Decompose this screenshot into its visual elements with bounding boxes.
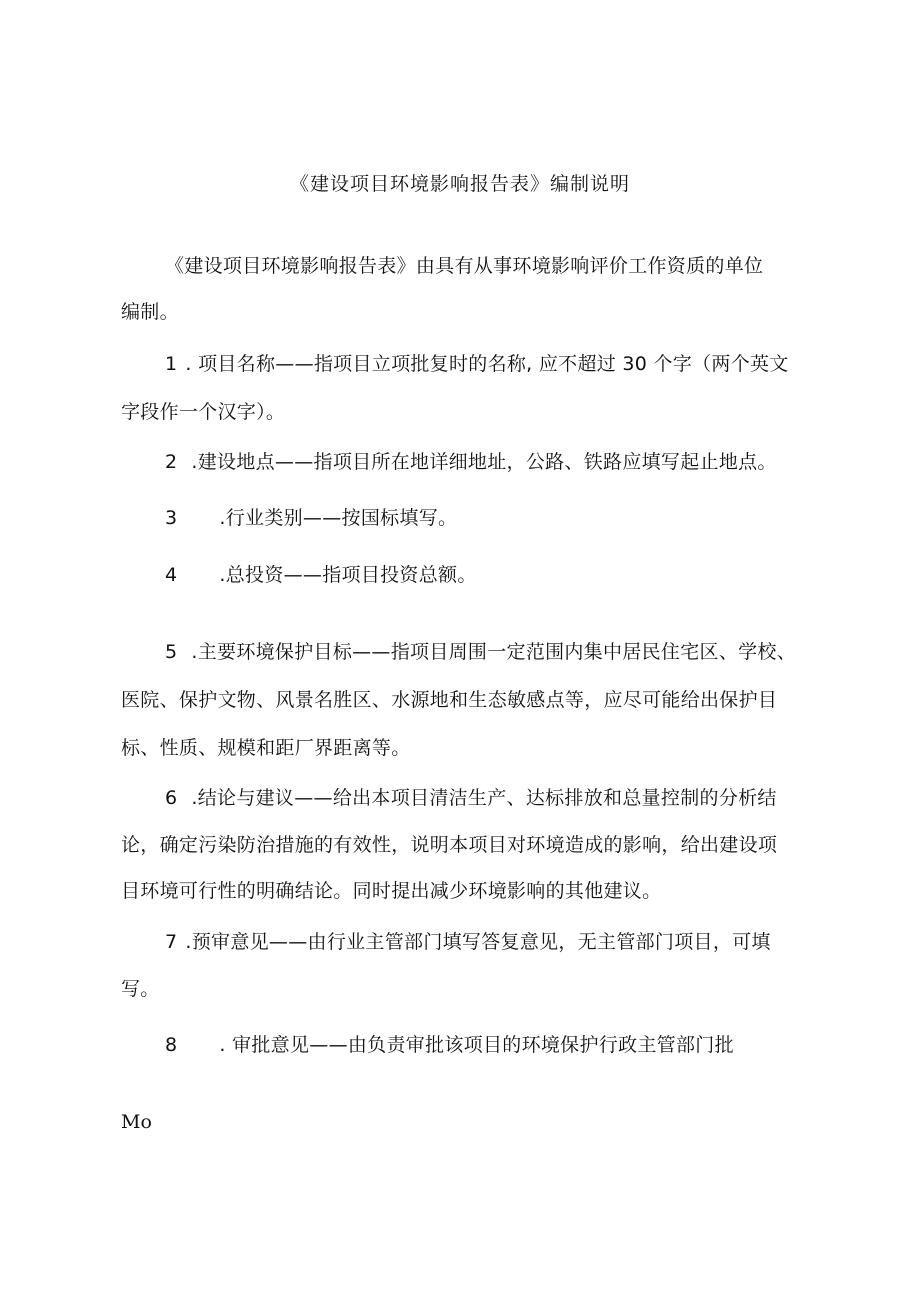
item-6-text: .结论与建议——给出本项目清洁生产、达标排放和总量控制的分析结: [191, 787, 777, 809]
item-1-number: 1: [165, 353, 178, 375]
item-6-line-1: [165, 784, 777, 812]
item-1-text: . 项目名称——指项目立项批复时的名称, 应不超过 30 个字（两个英文: [185, 353, 789, 375]
item-8-line-1: [165, 1031, 734, 1059]
footer-fragment: Mo: [121, 1111, 152, 1133]
item-5-text: .主要环境保护目标——指项目周围一定范围内集中居民住宅区、学校、: [191, 641, 797, 663]
intro-line-1: 《建设项目环境影响报告表》由具有从事环境影响评价工作资质的单位: [165, 255, 764, 277]
item-8-number: 8: [165, 1034, 178, 1056]
item-4-line-1: [165, 561, 477, 589]
item-6-number: 6: [165, 787, 178, 809]
item-5-line-3: 标、性质、规模和距厂界距离等。: [121, 737, 411, 759]
intro-line-2: 编制。: [121, 301, 179, 323]
item-3-number: 3: [165, 507, 178, 529]
item-7-text: .预审意见——由行业主管部门填写答复意见，无主管部门项目，可填: [185, 931, 771, 953]
item-4-number: 4: [165, 564, 178, 586]
item-8-text: . 审批意见——由负责审批该项目的环境保护行政主管部门批: [219, 1034, 734, 1056]
item-7-number: 7: [165, 931, 178, 953]
item-3-text: .行业类别——按国标填写。: [219, 507, 458, 529]
item-5-number: 5: [165, 641, 178, 663]
item-4-text: .总投资——指项目投资总额。: [219, 564, 477, 586]
item-6-line-3: 目环境可行性的明确结论。同时提出减少环境影响的其他建议。: [121, 880, 662, 902]
item-5-line-1: [165, 638, 796, 666]
item-2-number: 2: [165, 451, 178, 473]
item-1-line-2: 字段作一个汉字）。: [121, 401, 286, 423]
document-title: 《建设项目环境影响报告表》编制说明: [289, 173, 630, 195]
item-5-line-2: 医院、保护文物、风景名胜区、水源地和生态敏感点等，应尽可能给出保护目: [121, 689, 778, 711]
item-2-line-1: [165, 448, 777, 476]
item-2-text: .建设地点——指项目所在地详细地址，公路、铁路应填写起止地点。: [191, 451, 777, 473]
item-1-line-1: [165, 350, 789, 378]
item-3-line-1: [165, 504, 457, 532]
item-7-line-2: 写。: [121, 978, 160, 1000]
item-6-line-2: 论，确定污染防治措施的有效性，说明本项目对环境造成的影响，给出建设项: [121, 834, 778, 856]
item-7-line-1: [165, 928, 771, 956]
